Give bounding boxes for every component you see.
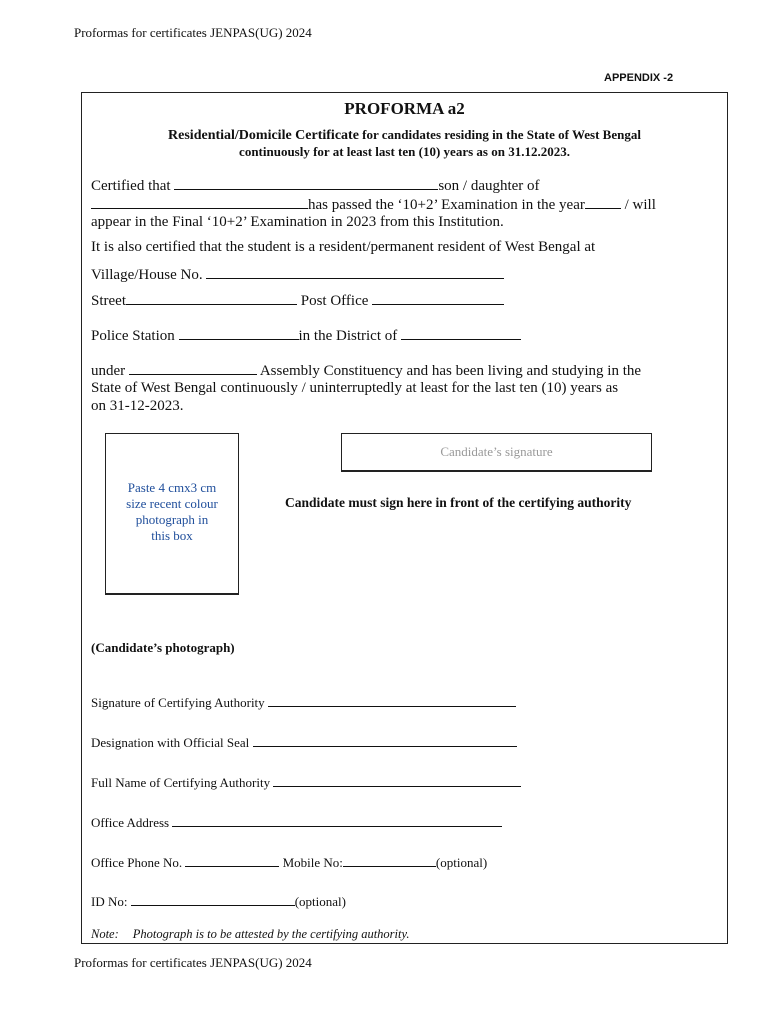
post-office-label: Post Office <box>297 293 373 309</box>
candidate-name-blank <box>174 176 438 190</box>
street-blank <box>126 291 297 305</box>
designation-blank <box>253 735 517 747</box>
also-certified-line: It is also certified that the student is a resident/permanent resident of West Bengal at <box>91 239 596 255</box>
district-label: in the District of <box>298 328 401 344</box>
signature-authority-label: Signature of Certifying Authority <box>91 695 268 710</box>
phone-line <box>91 855 487 871</box>
under-label: under <box>91 363 129 379</box>
office-address-label: Office Address <box>91 815 173 830</box>
photo-instructions <box>106 480 238 544</box>
designation-line <box>91 735 517 751</box>
village-label: Village/House No. <box>91 267 207 283</box>
proforma-title: PROFORMA a2 <box>344 99 465 118</box>
signature-authority-line <box>91 695 516 711</box>
under-line <box>91 361 641 380</box>
police-station-line <box>91 326 521 345</box>
office-address-line <box>91 815 502 831</box>
assembly-blank <box>129 361 257 375</box>
photo-line-2: size recent colour <box>126 496 218 511</box>
page-footer: Proformas for certificates JENPAS(UG) 2024 <box>74 955 312 970</box>
page-header: Proformas for certificates JENPAS(UG) 2024 <box>74 25 312 40</box>
street-line <box>91 291 504 310</box>
id-label: ID No: <box>91 894 131 909</box>
assembly-text: Assembly Constituency and has been living and studying in the <box>256 363 642 379</box>
certified-line <box>91 176 540 195</box>
state-line: State of West Bengal continuously / uninterruptedly at least for the last ten (10) years as <box>91 380 619 396</box>
full-name-label: Full Name of Certifying Authority <box>91 775 274 790</box>
appendix-label: APPENDIX -2 <box>604 72 674 84</box>
parent-name-blank <box>91 195 308 209</box>
office-phone-label: Office Phone No. <box>91 855 186 870</box>
signature-authority-blank <box>268 695 516 707</box>
note-text: Photograph is to be attested by the certifying authority. <box>132 927 410 941</box>
subtitle-part1: Residential/Domicile Certificate <box>168 128 359 143</box>
office-phone-blank <box>185 855 279 867</box>
police-station-blank <box>179 326 299 340</box>
subtitle-part3: continuously for at least last ten (10) years as on 31.12.2023. <box>239 144 570 159</box>
post-office-blank <box>372 291 504 305</box>
mobile-blank <box>343 855 436 867</box>
appear-line: appear in the Final ‘10+2’ Examination in 2023 from this Institution. <box>91 214 504 230</box>
id-line <box>91 894 346 910</box>
note-label: Note: <box>91 927 119 941</box>
village-line <box>91 265 504 284</box>
certified-that-text: Certified that <box>91 178 175 194</box>
police-station-label: Police Station <box>91 328 179 344</box>
photo-line-1: Paste 4 cmx3 cm <box>127 480 217 495</box>
mobile-label: Mobile No: <box>279 855 343 870</box>
full-name-blank <box>273 775 521 787</box>
street-label: Street <box>91 293 126 309</box>
son-daughter-text: son / daughter of <box>438 178 540 194</box>
year-blank <box>585 195 621 209</box>
will-text: / will <box>620 197 656 213</box>
office-address-blank <box>172 815 502 827</box>
passed-line <box>91 195 656 214</box>
has-passed-text: has passed the ‘10+2’ Examination in the year <box>308 197 585 213</box>
candidate-signature-box <box>341 433 652 472</box>
candidate-photograph-label: (Candidate’s photograph) <box>91 640 235 655</box>
must-sign-note: Candidate must sign here in front of the certifying authority <box>285 495 632 510</box>
id-blank <box>131 894 295 906</box>
date-line: on 31-12-2023. <box>91 398 184 414</box>
district-blank <box>401 326 521 340</box>
photo-box <box>105 433 239 595</box>
mobile-optional: (optional) <box>435 855 488 870</box>
signature-placeholder: Candidate’s signature <box>440 444 553 459</box>
full-name-line <box>91 775 521 791</box>
id-optional: (optional) <box>294 894 346 909</box>
note-line <box>91 927 409 942</box>
proforma-subtitle <box>81 127 728 160</box>
village-blank <box>206 265 504 279</box>
photo-line-4: this box <box>151 528 193 543</box>
designation-label: Designation with Official Seal <box>91 735 253 750</box>
subtitle-part2: for candidates residing in the State of West Bengal <box>358 127 641 142</box>
photo-line-3: photograph in <box>135 512 209 527</box>
